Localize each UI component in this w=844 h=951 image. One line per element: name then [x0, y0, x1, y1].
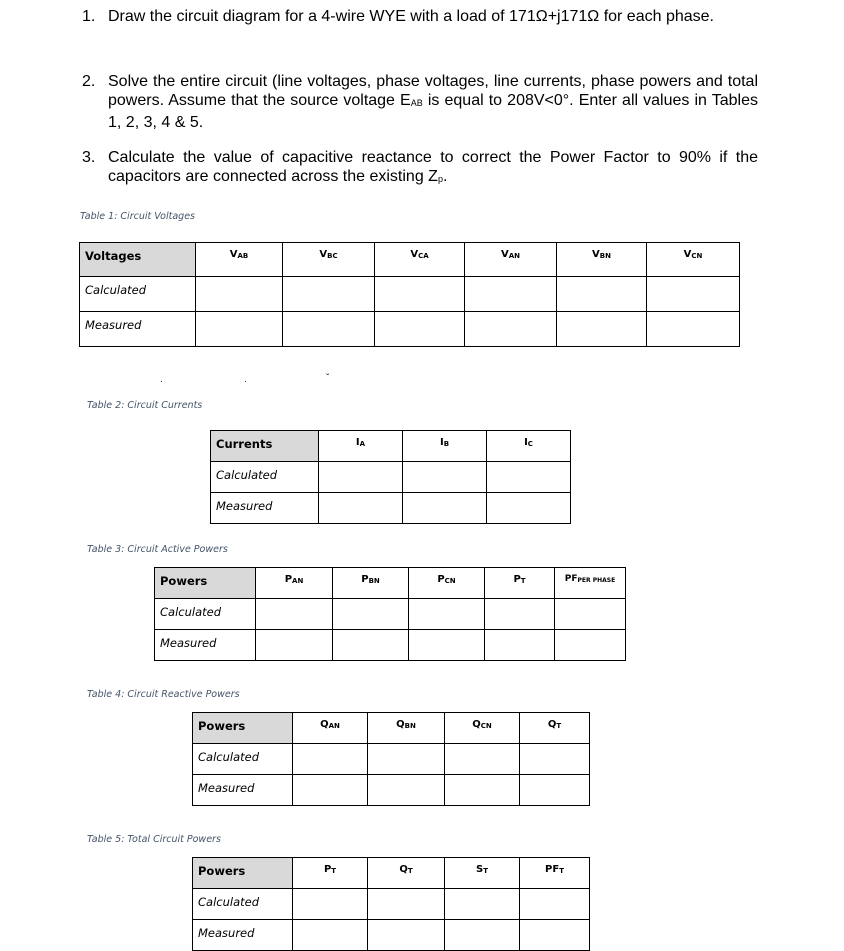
- column-header: $I_B$: [403, 431, 487, 462]
- total-powers-table: [192, 857, 590, 951]
- table-cell[interactable]: [520, 889, 590, 920]
- question-number: 1.: [82, 8, 96, 25]
- table-cell[interactable]: [196, 312, 283, 347]
- row-label-measured: Measured: [193, 775, 293, 806]
- column-header: $P_{CN}$: [409, 568, 485, 599]
- table-cell[interactable]: [375, 312, 465, 347]
- row-label-calculated: Calculated: [155, 599, 256, 630]
- table-cell[interactable]: [555, 599, 626, 630]
- active-powers-table: [154, 567, 626, 661]
- table-cell[interactable]: [293, 920, 368, 951]
- table-cell[interactable]: [557, 312, 647, 347]
- stray-mark: .: [244, 374, 247, 385]
- row-label-measured: Measured: [211, 493, 319, 524]
- table-cell[interactable]: [283, 312, 375, 347]
- column-header: $V_{BC}$: [283, 243, 375, 277]
- table5-caption: Table 5: Total Circuit Powers: [87, 834, 221, 845]
- column-header: $Q_T$: [368, 858, 445, 889]
- currents-table: [210, 430, 571, 524]
- table-header: Powers: [193, 858, 293, 889]
- table-cell[interactable]: [485, 630, 555, 661]
- table4-caption: Table 4: Circuit Reactive Powers: [87, 689, 240, 700]
- voltages-table: [79, 242, 740, 347]
- row-label-measured: Measured: [155, 630, 256, 661]
- column-header: $V_{CA}$: [375, 243, 465, 277]
- table-cell[interactable]: [520, 775, 590, 806]
- column-header: $S_T$: [445, 858, 520, 889]
- table-cell[interactable]: [293, 775, 368, 806]
- column-header: $P_{AN}$: [256, 568, 333, 599]
- column-header: $V_{BN}$: [557, 243, 647, 277]
- table-cell[interactable]: [293, 889, 368, 920]
- column-header: $P_T$: [485, 568, 555, 599]
- table-header: Powers: [193, 713, 293, 744]
- table-header: Voltages: [80, 243, 196, 277]
- table-cell[interactable]: [520, 920, 590, 951]
- table-cell[interactable]: [647, 312, 740, 347]
- column-header: $I_C$: [487, 431, 571, 462]
- question-number: 2.: [82, 73, 96, 90]
- column-header: $PF_T$: [520, 858, 590, 889]
- column-header: $V_{CN}$: [647, 243, 740, 277]
- table-cell[interactable]: [368, 744, 445, 775]
- column-header: $P_{BN}$: [333, 568, 409, 599]
- column-header: $I_A$: [319, 431, 403, 462]
- table-cell[interactable]: [445, 775, 520, 806]
- stray-mark: .: [160, 374, 163, 385]
- table-cell[interactable]: [485, 599, 555, 630]
- table-cell[interactable]: [487, 493, 571, 524]
- row-label-calculated: Calculated: [80, 277, 196, 312]
- table-cell[interactable]: [375, 277, 465, 312]
- table-cell[interactable]: [293, 744, 368, 775]
- table-cell[interactable]: [520, 744, 590, 775]
- table-cell[interactable]: [403, 462, 487, 493]
- table-cell[interactable]: [256, 599, 333, 630]
- stray-mark: ˇ: [326, 373, 330, 384]
- table-cell[interactable]: [409, 630, 485, 661]
- table-cell[interactable]: [557, 277, 647, 312]
- table-cell[interactable]: [465, 277, 557, 312]
- table-cell[interactable]: [445, 920, 520, 951]
- table-cell[interactable]: [333, 599, 409, 630]
- column-header: $Q_{BN}$: [368, 713, 445, 744]
- row-label-calculated: Calculated: [211, 462, 319, 493]
- table-cell[interactable]: [319, 462, 403, 493]
- question-text: Calculate the value of capacitive reactance to correct the Power Factor to 90% if the capacitors are connected across the existing $Z_p$.: [108, 149, 758, 185]
- column-header: $PF_{PER PHASE}$: [555, 568, 626, 599]
- table-cell[interactable]: [319, 493, 403, 524]
- table-cell[interactable]: [256, 630, 333, 661]
- table3-caption: Table 3: Circuit Active Powers: [87, 544, 228, 555]
- column-header: $V_{AN}$: [465, 243, 557, 277]
- reactive-powers-table: [192, 712, 590, 806]
- question-number: 3.: [82, 149, 96, 166]
- column-header: $V_{AB}$: [196, 243, 283, 277]
- table-cell[interactable]: [368, 889, 445, 920]
- column-header: $Q_{AN}$: [293, 713, 368, 744]
- table-cell[interactable]: [283, 277, 375, 312]
- row-label-measured: Measured: [80, 312, 196, 347]
- row-label-calculated: Calculated: [193, 889, 293, 920]
- table-cell[interactable]: [333, 630, 409, 661]
- table-cell[interactable]: [647, 277, 740, 312]
- table-cell[interactable]: [445, 889, 520, 920]
- row-label-measured: Measured: [193, 920, 293, 951]
- table-header: Currents: [211, 431, 319, 462]
- table-cell[interactable]: [445, 744, 520, 775]
- table1-caption: Table 1: Circuit Voltages: [80, 211, 195, 222]
- table-cell[interactable]: [368, 775, 445, 806]
- table-cell[interactable]: [368, 920, 445, 951]
- column-header: $Q_{CN}$: [445, 713, 520, 744]
- table-cell[interactable]: [196, 277, 283, 312]
- question-text: Solve the entire circuit (line voltages, phase voltages, line currents, phase powers and total powers. Assume that the source voltage $E_{AB}$ is equal to 208V<0°. Enter all values in Tables 1, 2, 3, 4 & 5.: [108, 73, 759, 131]
- table-cell[interactable]: [403, 493, 487, 524]
- table-cell[interactable]: [465, 312, 557, 347]
- table-header: Powers: [155, 568, 256, 599]
- table2-caption: Table 2: Circuit Currents: [87, 400, 203, 411]
- column-header: $P_T$: [293, 858, 368, 889]
- table-cell[interactable]: [487, 462, 571, 493]
- table-cell[interactable]: [409, 599, 485, 630]
- question-text: Draw the circuit diagram for a 4-wire WYE with a load of 171Ω+j171Ω for each phase.: [108, 8, 714, 25]
- row-label-calculated: Calculated: [193, 744, 293, 775]
- column-header: $Q_T$: [520, 713, 590, 744]
- table-cell[interactable]: [555, 630, 626, 661]
